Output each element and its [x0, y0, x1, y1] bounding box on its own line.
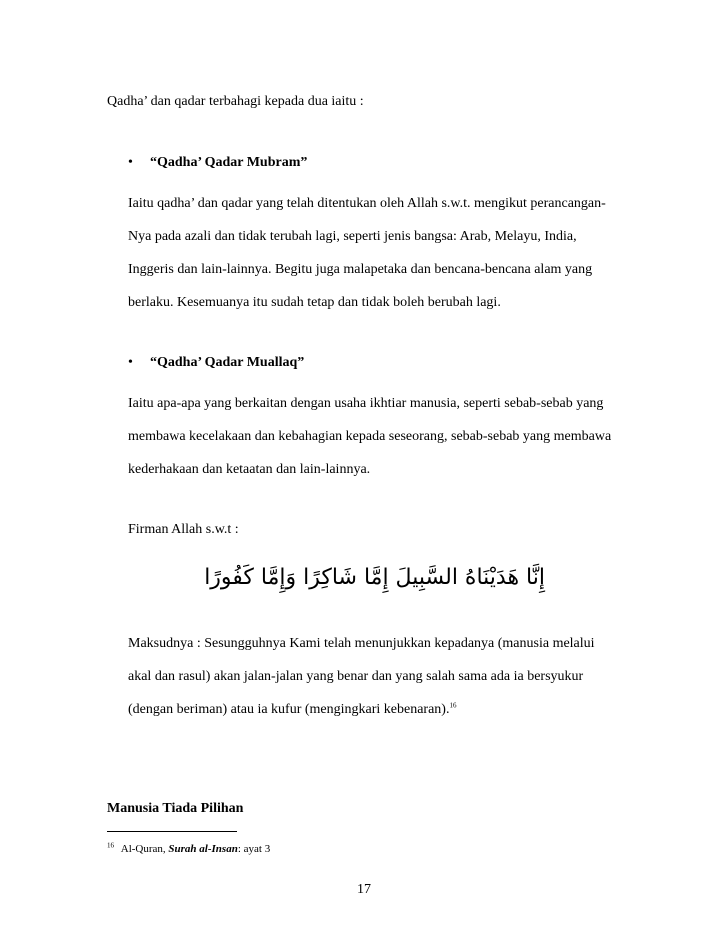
section-heading-mubram: “Qadha’ Qadar Mubram”: [150, 155, 308, 170]
footnote: [107, 842, 270, 856]
intro-paragraph: Qadha’ dan qadar terbahagi kepada dua iaitu :: [107, 94, 364, 109]
page-number: 17: [357, 882, 371, 897]
paragraph-line: Nya pada azali dan tidak terubah lagi, seperti jenis bangsa: Arab, Melayu, India,: [128, 229, 577, 244]
paragraph-line: membawa kecelakaan dan kebahagian kepada seseorang, sebab-sebab yang membawa: [128, 429, 612, 444]
paragraph-line: Iaitu apa-apa yang berkaitan dengan usaha ikhtiar manusia, seperti sebab-sebab yang: [128, 396, 604, 411]
arabic-verse: إِنَّا هَدَيْنَاهُ السَّبِيلَ إِمَّا شَاكِرًا وَإِمَّا كَفُورًا: [204, 565, 545, 590]
maksud-text: (dengan beriman) atau ia kufur (mengingkari kebenaran).: [128, 702, 450, 717]
firman-label: Firman Allah s.w.t :: [128, 522, 239, 537]
footnote-number: 16: [107, 841, 114, 850]
paragraph-line: Inggeris dan lain-lainnya. Begitu juga malapetaka dan bencana-bencana alam yang: [128, 262, 593, 277]
footnote-reference: 16: [449, 701, 457, 710]
paragraph-line: berlaku. Kesemuanya itu sudah tetap dan tidak boleh berubah lagi.: [128, 295, 501, 310]
paragraph-line: kederhakaan dan ketaatan dan lain-lainnya.: [128, 462, 371, 477]
section-subheading: Manusia Tiada Pilihan: [107, 801, 244, 816]
footnote-divider: [107, 831, 237, 832]
maksud-line: Maksudnya : Sesungguhnya Kami telah menunjukkan kepadanya (manusia melalui: [128, 636, 595, 651]
section-heading-muallaq: “Qadha’ Qadar Muallaq”: [150, 355, 305, 370]
bullet-icon: •: [128, 355, 133, 370]
bullet-icon: •: [128, 155, 133, 170]
footnote-source: Al-Quran,: [120, 843, 166, 855]
maksud-line: akal dan rasul) akan jalan-jalan yang benar dan yang salah sama ada ia bersyukur: [128, 669, 584, 684]
footnote-surah: Surah al-Insan: [168, 843, 238, 855]
maksud-line-last: [128, 701, 456, 719]
paragraph-line: Iaitu qadha’ dan qadar yang telah ditentukan oleh Allah s.w.t. mengikut perancangan-: [128, 196, 606, 211]
footnote-ayat: : ayat 3: [237, 843, 271, 855]
